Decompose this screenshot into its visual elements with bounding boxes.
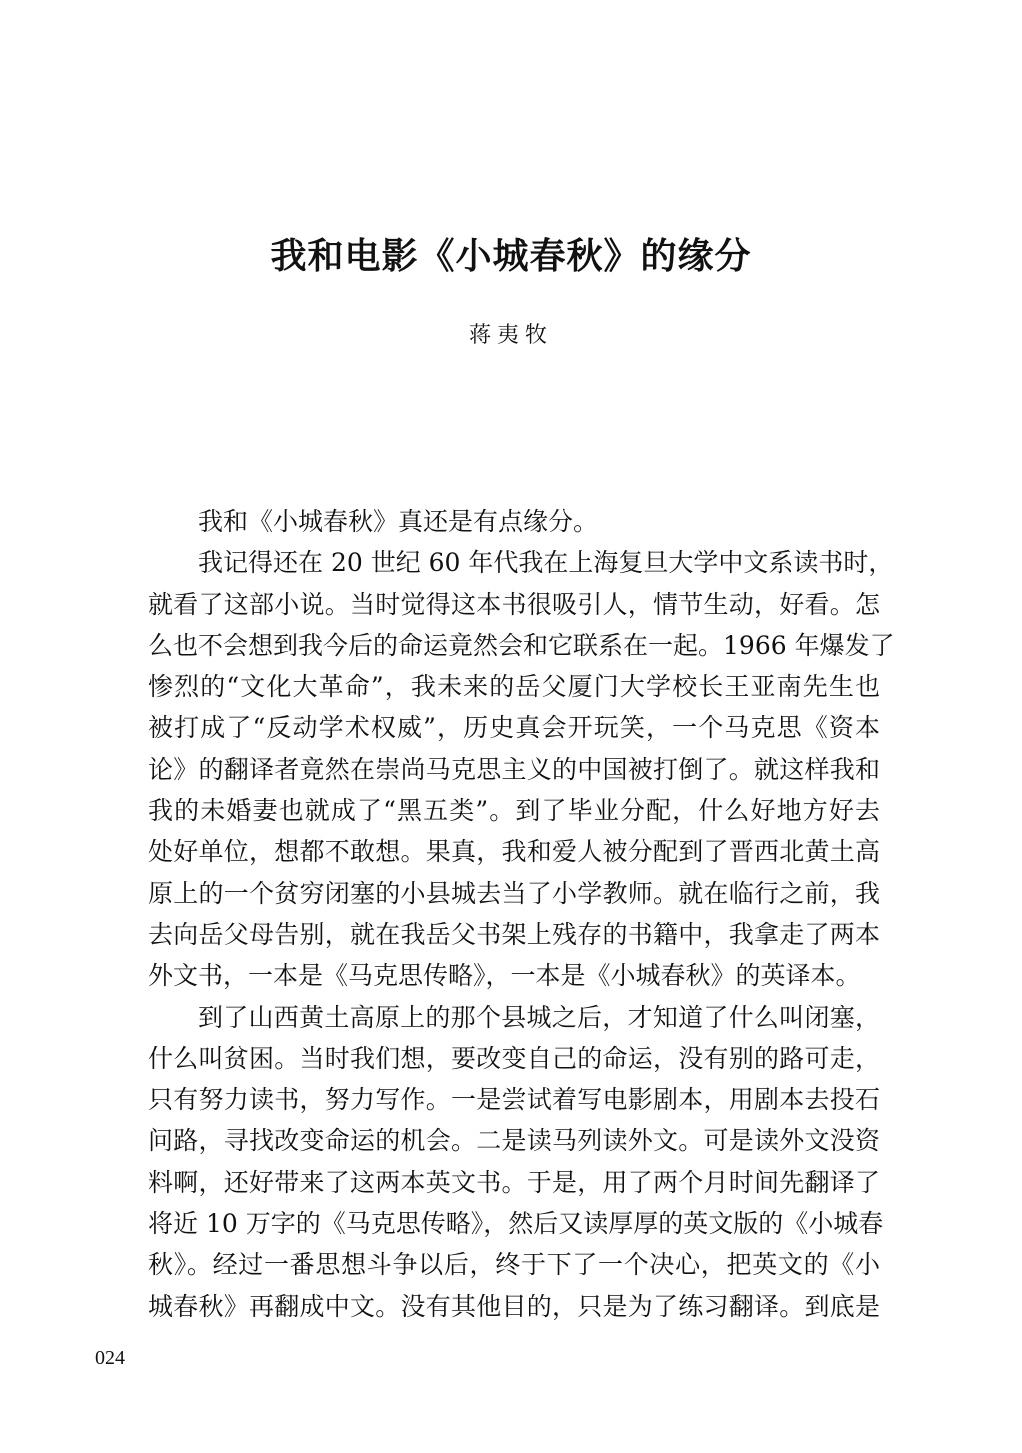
text-line: 被打成了“反动学术权威”，历史真会开玩笑，一个马克思《资本 — [148, 713, 880, 743]
text-line: 我记得还在 20 世纪 60 年代我在上海复旦大学中文系读书时， — [198, 548, 894, 578]
article-title: 我和电影《小城春秋》的缘分 — [270, 235, 752, 277]
text-line: 城春秋》再翻成中文。没有其他目的，只是为了练习翻译。到底是 — [148, 1291, 880, 1321]
text-line: 去向岳父母告别，就在我岳父书架上残存的书籍中，我拿走了两本 — [148, 919, 880, 949]
text-line: 就看了这部小说。当时觉得这本书很吸引人，情节生动，好看。怎 — [148, 589, 880, 619]
article-body — [148, 501, 895, 1327]
text-line: 原上的一个贫穷闭塞的小县城去当了小学教师。就在临行之前，我 — [148, 878, 880, 908]
text-line: 惨烈的“文化大革命”，我未来的岳父厦门大学校长王亚南先生也 — [148, 672, 880, 702]
paragraph — [148, 542, 895, 996]
text-line: 到了山西黄土高原上的那个县城之后，才知道了什么叫闭塞， — [198, 1002, 880, 1032]
page-number: 024 — [95, 1347, 125, 1369]
text-line: 只有努力读书，努力写作。一是尝试着写电影剧本，用剧本去投石 — [148, 1085, 880, 1115]
article-author: 蒋夷牧 — [468, 323, 553, 348]
paragraph — [148, 997, 884, 1327]
text-line: 问路，寻找改变命运的机会。二是读马列读外文。可是读外文没资 — [148, 1126, 880, 1156]
text-line: 料啊，还好带来了这两本英文书。于是，用了两个月时间先翻译了 — [148, 1167, 880, 1197]
text-line: 我和《小城春秋》真还是有点缘分。 — [198, 507, 599, 536]
text-line: 外文书，一本是《马克思传略》，一本是《小城春秋》的英译本。 — [148, 961, 861, 991]
paragraph — [148, 501, 880, 542]
text-line: 么也不会想到我今后的命运竟然会和它联系在一起。1966 年爆发了 — [148, 630, 895, 660]
text-line: 论》的翻译者竟然在崇尚马克思主义的中国被打倒了。就这样我和 — [148, 754, 880, 784]
text-line: 处好单位，想都不敢想。果真，我和爱人被分配到了晋西北黄土高 — [148, 837, 880, 867]
text-line: 我的未婚妻也就成了“黑五类”。到了毕业分配，什么好地方好去 — [148, 796, 880, 826]
text-line: 秋》。经过一番思想斗争以后，终于下了一个决心，把英文的《小 — [148, 1250, 880, 1280]
text-line: 将近 10 万字的《马克思传略》，然后又读厚厚的英文版的《小城春 — [148, 1209, 884, 1239]
text-line: 什么叫贫困。当时我们想，要改变自己的命运，没有别的路可走， — [148, 1043, 880, 1073]
